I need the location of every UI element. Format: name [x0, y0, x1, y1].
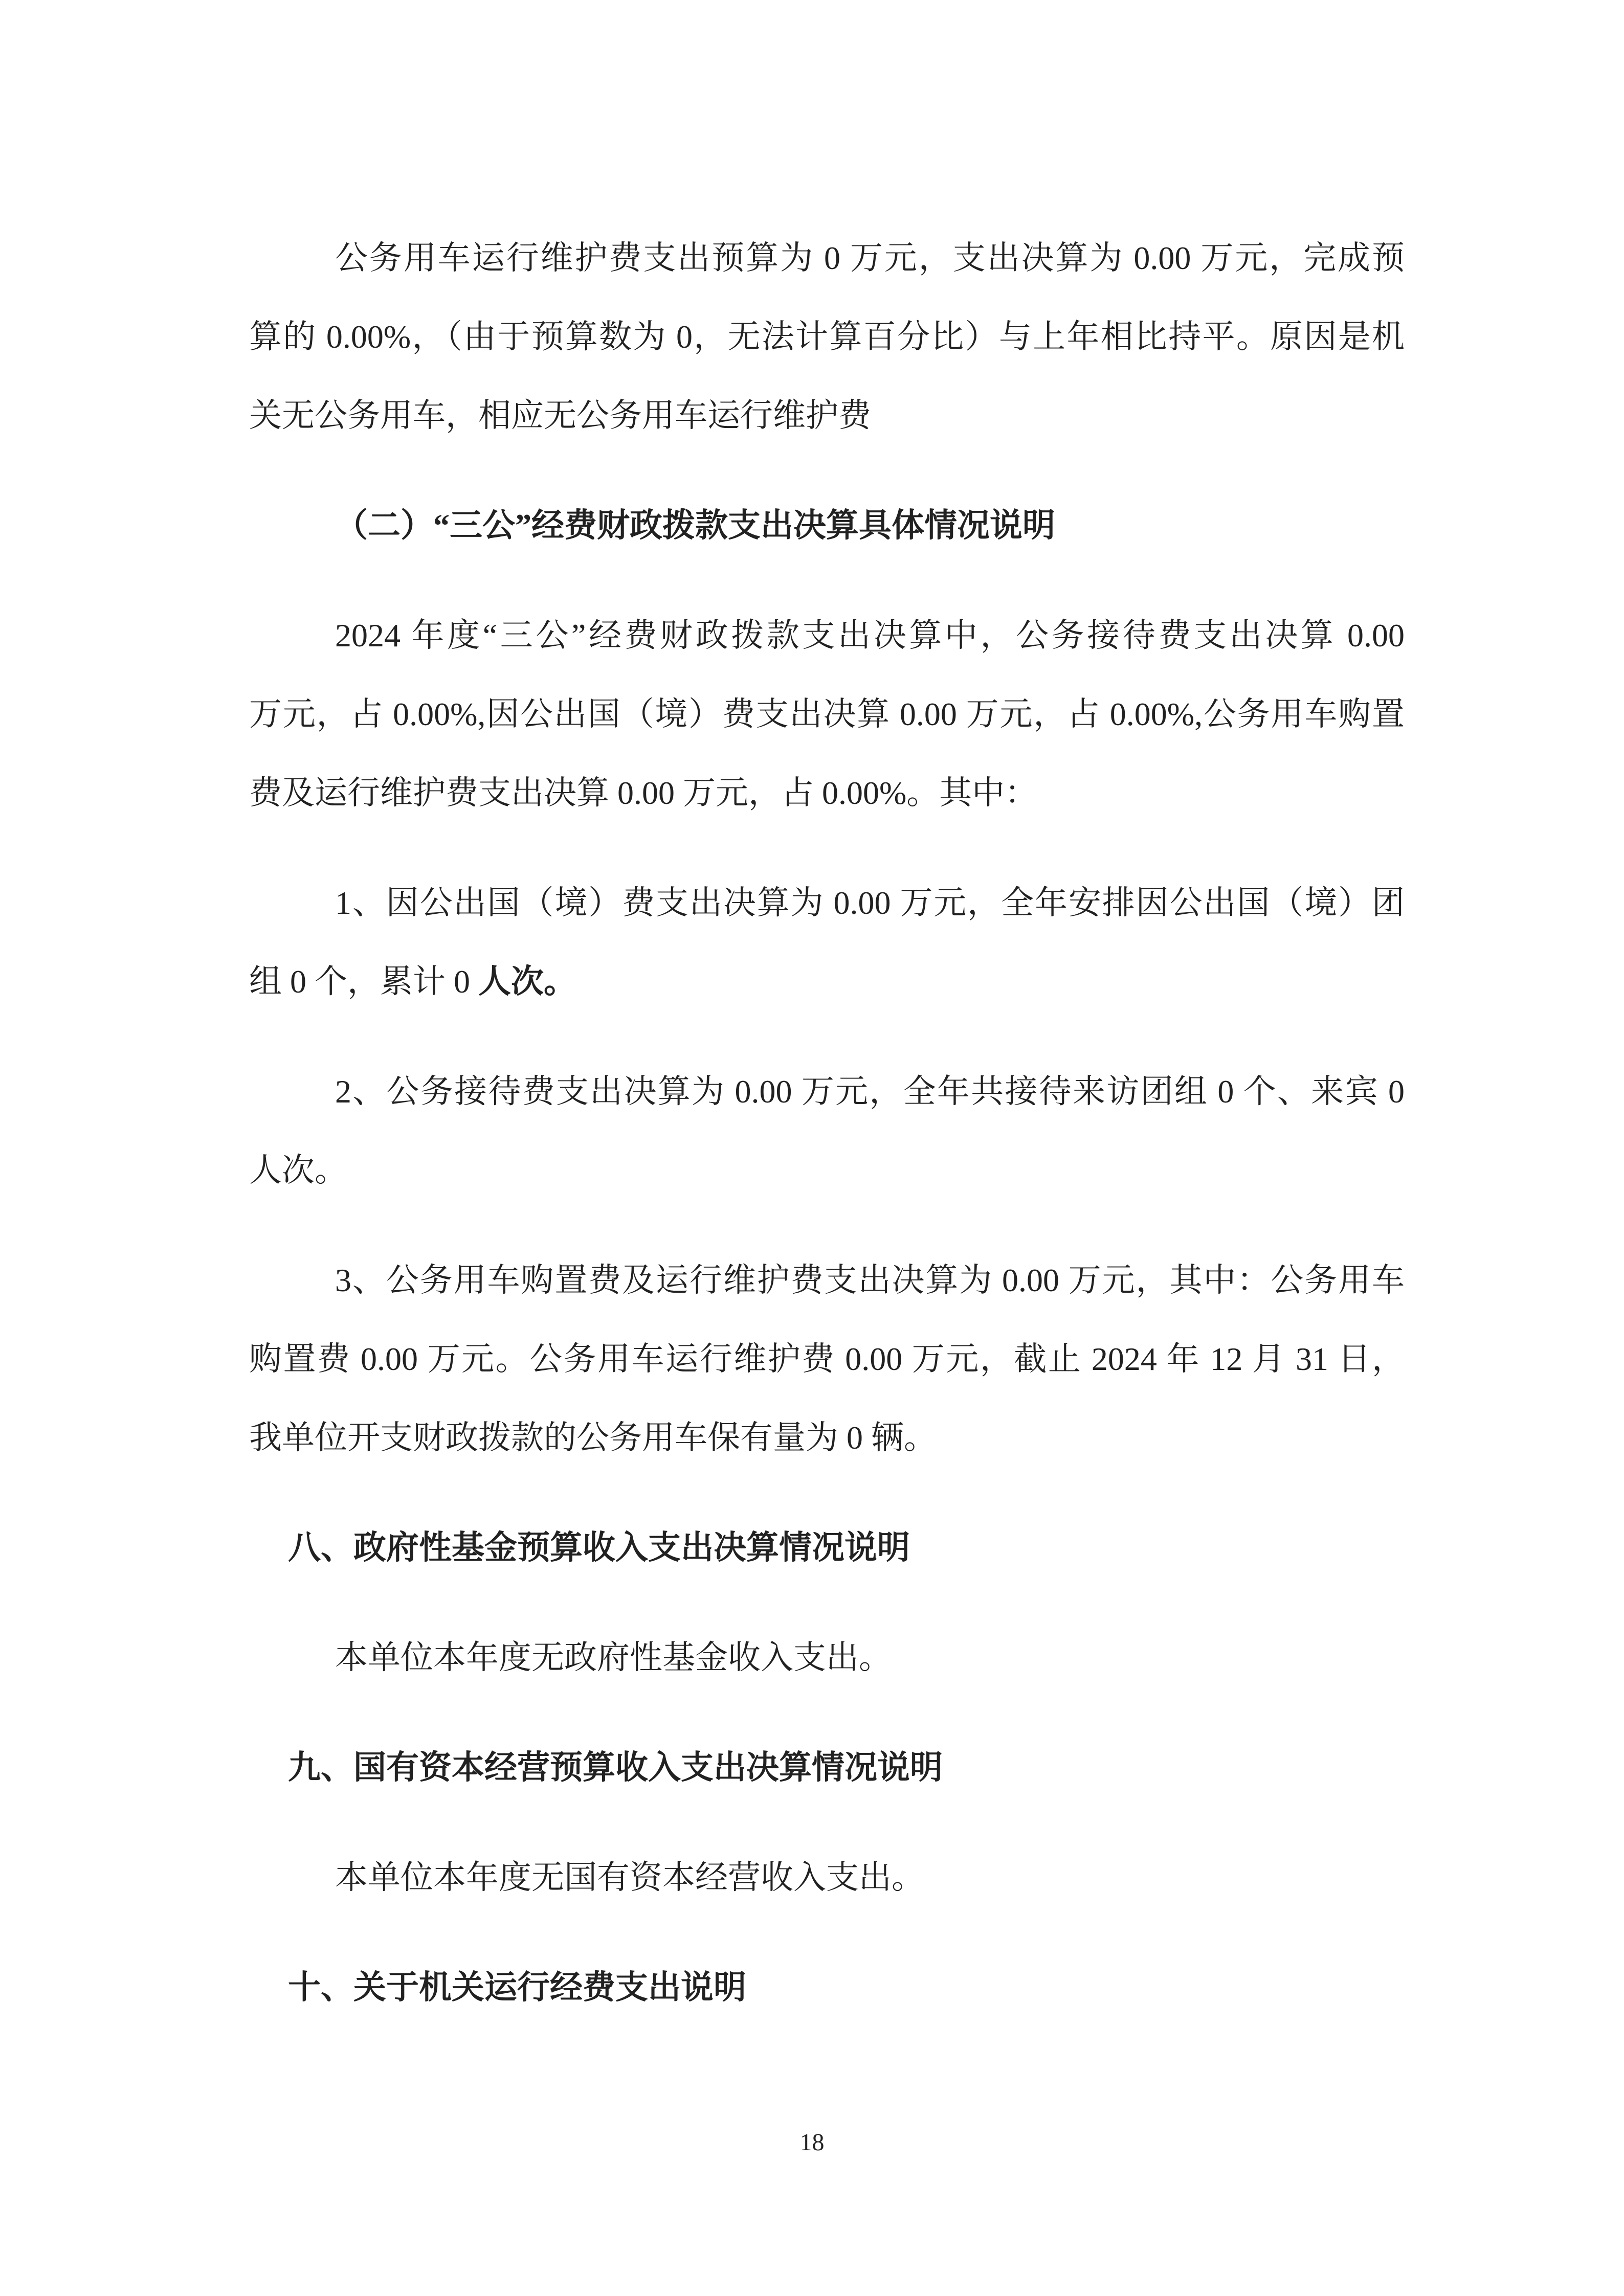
section-heading: （二）“三公”经费财政拨款支出决算具体情况说明 — [335, 507, 1055, 544]
paragraph-item2-official-reception — [249, 1052, 1405, 1210]
paragraph-item3-vehicle-purchase-maintenance — [249, 1241, 1405, 1477]
text-line: 购置费 0.00 万元。公务用车运行维护费 0.00 万元，截止 2024 年 12 月 31 日， — [249, 1341, 1405, 1377]
text-line: 我单位开支财政拨款的公务用车保有量为 0 辆。 — [249, 1420, 937, 1456]
text-line: 3、公务用车购置费及运行维护费支出决算为 0.00 万元，其中：公务用车 — [335, 1262, 1405, 1298]
paragraph-no-government-fund — [249, 1618, 1405, 1697]
text-line: 万元，占 0.00%,因公出国（境）费支出决算 0.00 万元，占 0.00%,公务用车购置 — [249, 696, 1405, 732]
paragraph-item1-overseas-trips — [249, 864, 1405, 1021]
text-line: 本单位本年度无国有资本经营收入支出。 — [335, 1859, 924, 1896]
heading-three-public-funds-detail — [249, 486, 1405, 565]
text-line: 公务用车运行维护费支出预算为 0 万元，支出决算为 0.00 万元，完成预 — [335, 240, 1405, 276]
heading-state-capital-budget — [249, 1728, 1405, 1807]
text-line: 人次。 — [249, 1152, 347, 1188]
text-line: 本单位本年度无政府性基金收入支出。 — [335, 1639, 892, 1676]
text-line: 费及运行维护费支出决算 0.00 万元，占 0.00%。其中： — [249, 775, 1038, 811]
paragraph-vehicle-maintenance-budget — [249, 219, 1405, 455]
text-line: 2024 年度“三公”经费财政拨款支出决算中，公务接待费支出决算 0.00 — [335, 617, 1405, 654]
paragraph-no-state-capital — [249, 1838, 1405, 1917]
heading-government-fund-budget — [249, 1509, 1405, 1587]
text-line: 2、公务接待费支出决算为 0.00 万元，全年共接待来访团组 0 个、来宾 0 — [335, 1073, 1405, 1110]
section-heading: 八、政府性基金预算收入支出决算情况说明 — [288, 1529, 910, 1566]
heading-agency-operating-expenses — [249, 1948, 1405, 2027]
text-line: 算的 0.00%，（由于预算数为 0，无法计算百分比）与上年相比持平。原因是机 — [249, 319, 1405, 355]
section-heading: 十、关于机关运行经费支出说明 — [288, 1969, 746, 2006]
text-line — [249, 942, 1405, 1021]
text-segment-emphasis: 人次。 — [478, 963, 576, 1000]
page-number: 18 — [799, 2129, 825, 2156]
paragraph-three-public-funds-summary — [249, 596, 1405, 832]
text-segment: 组 0 个，累计 0 — [249, 963, 478, 1000]
section-heading: 九、国有资本经营预算收入支出决算情况说明 — [288, 1749, 943, 1786]
text-line: 1、因公出国（境）费支出决算为 0.00 万元，全年安排因公出国（境）团 — [335, 885, 1405, 921]
text-line: 关无公务用车，相应无公务用车运行维护费 — [249, 397, 871, 434]
